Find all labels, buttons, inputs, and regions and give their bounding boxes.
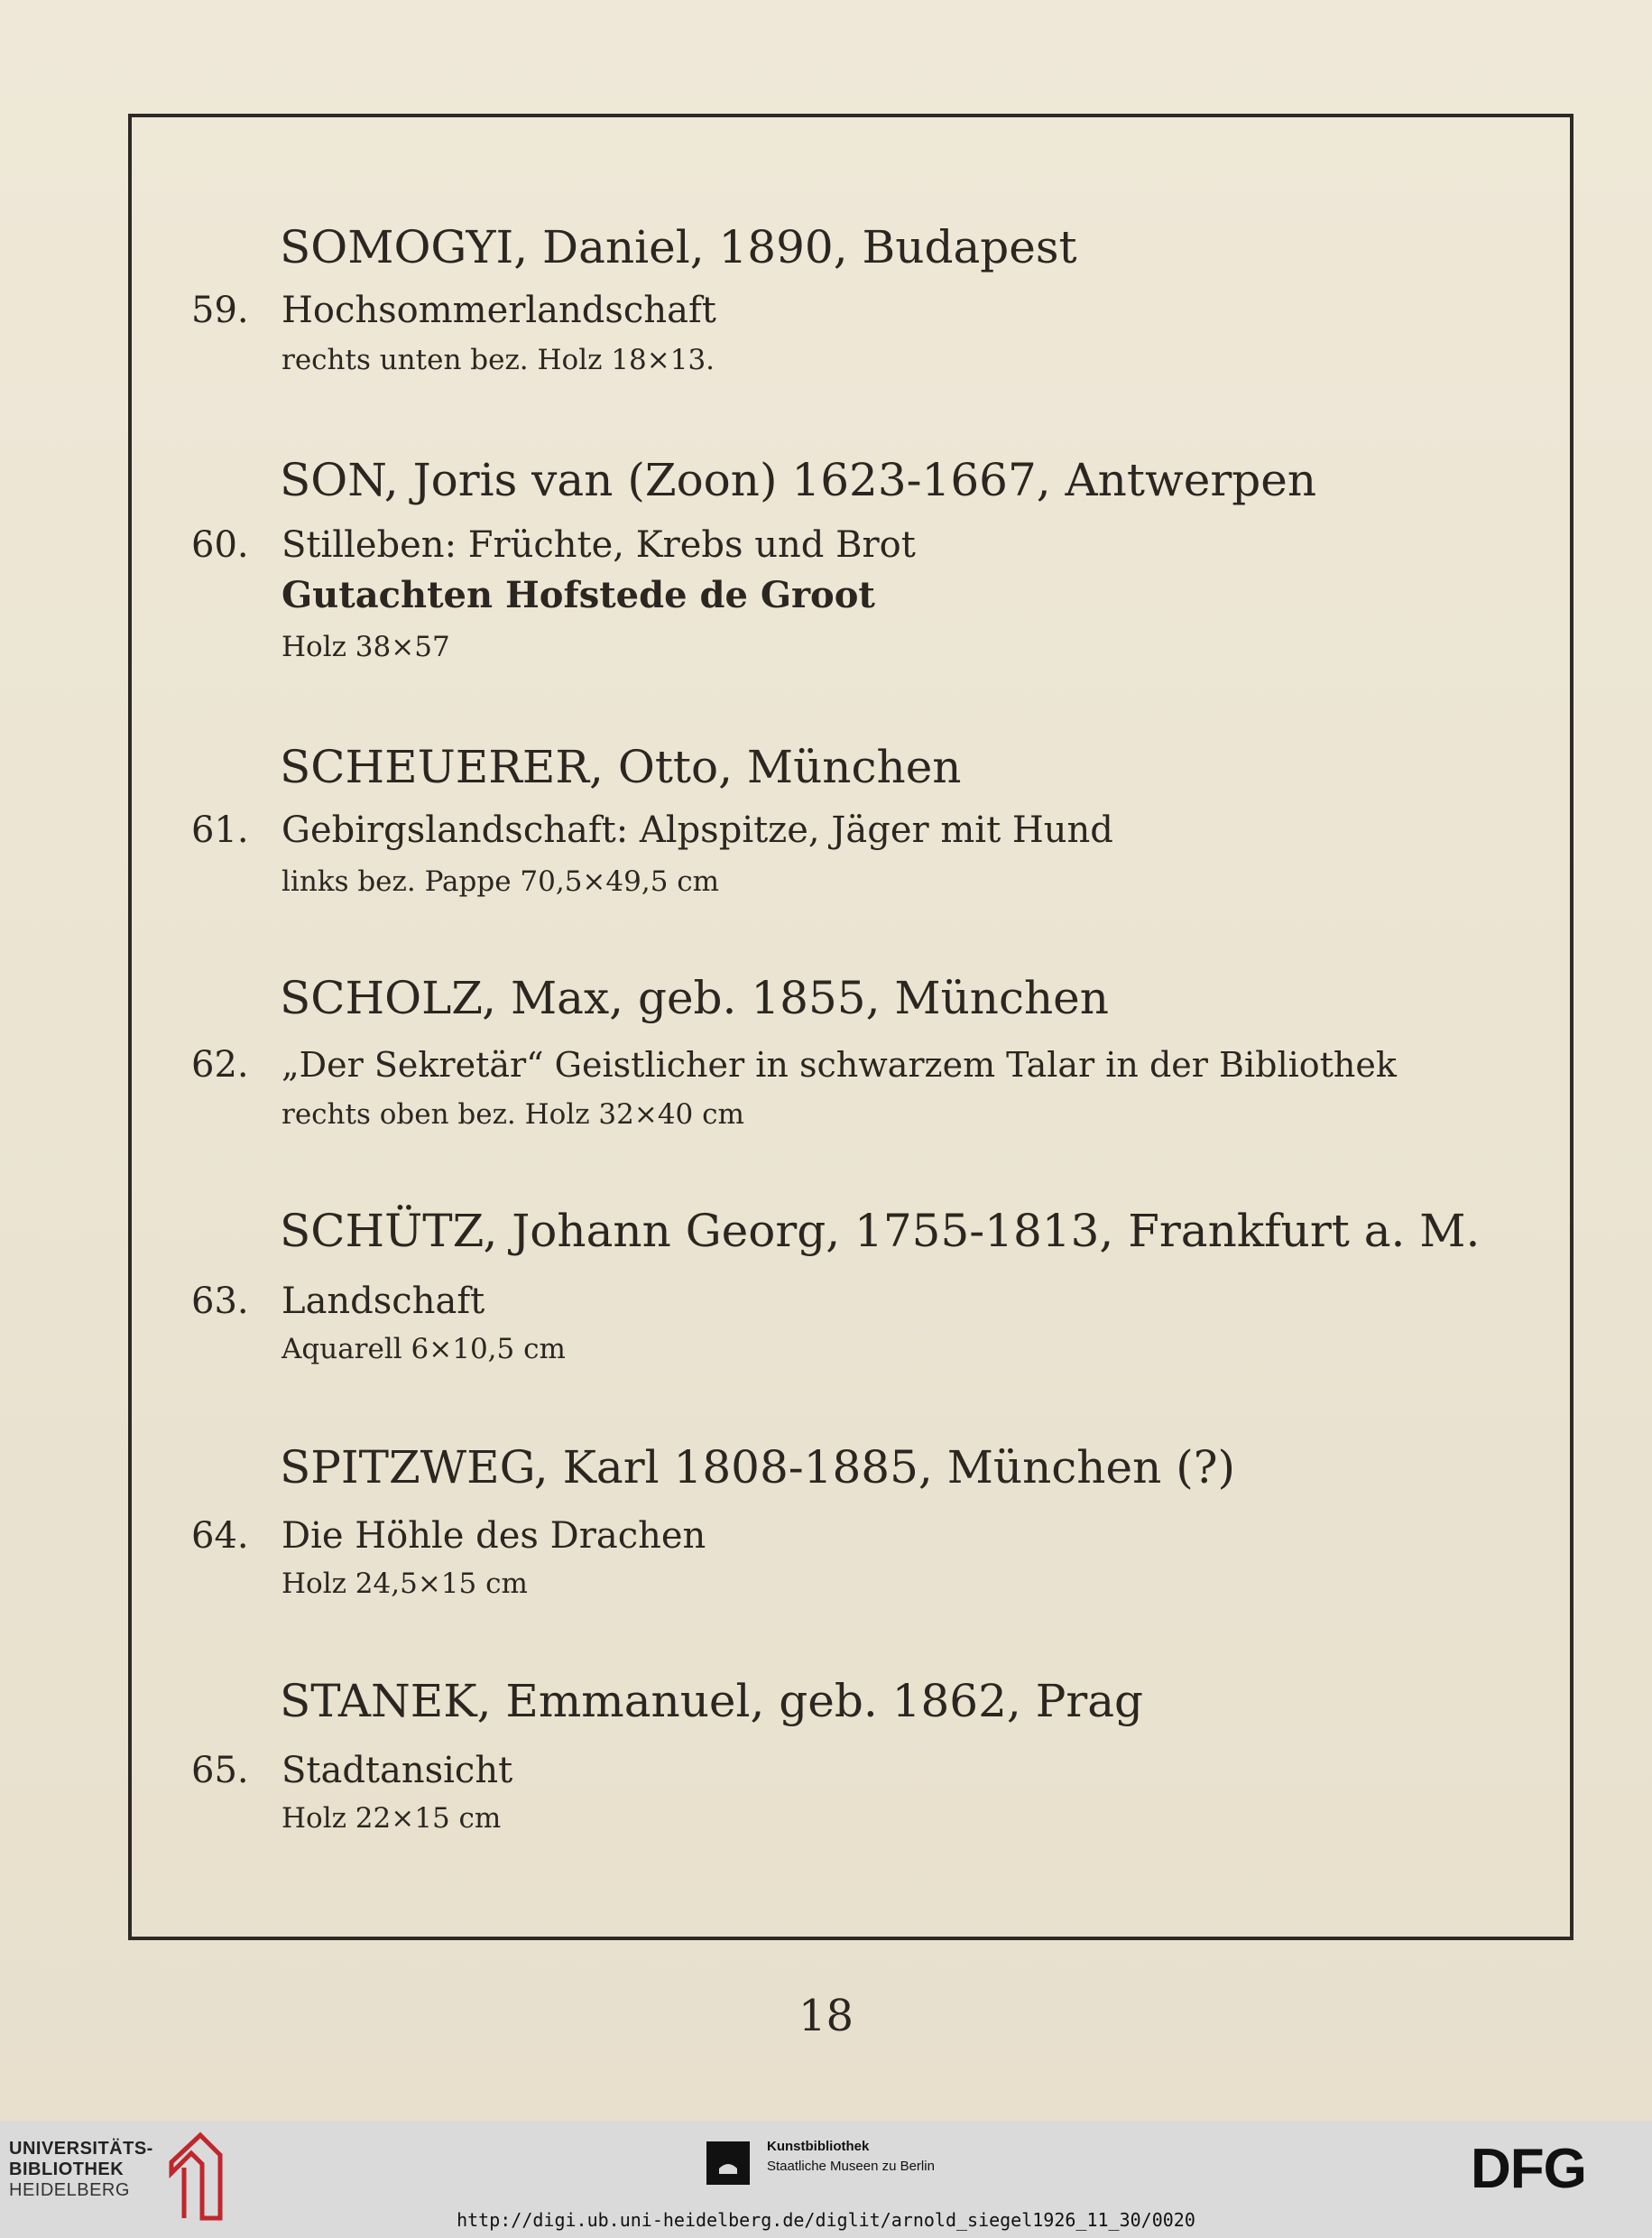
kb-title: Kunstbibliothek	[767, 2139, 870, 2154]
ub-logo-line: UNIVERSITÄTS-	[9, 2139, 153, 2159]
kunstbibliothek-label	[767, 2137, 935, 2177]
artwork-details: Holz 38×57	[281, 631, 450, 663]
artwork-details: Aquarell 6×10,5 cm	[281, 1333, 566, 1365]
artwork-title: Stadtansicht	[281, 1750, 513, 1791]
artwork-details: rechts unten bez. Holz 18×13.	[281, 344, 715, 376]
lot-number: 62.	[191, 1044, 249, 1086]
artwork-details: Holz 24,5×15 cm	[281, 1568, 528, 1600]
artwork-details: links bez. Pappe 70,5×49,5 cm	[281, 865, 720, 898]
lot-number: 64.	[191, 1515, 249, 1557]
lot-number: 61.	[191, 809, 249, 851]
artist-heading: SPITZWEG, Karl 1808-1885, München (?)	[280, 1441, 1236, 1494]
artwork-title: Gebirgslandschaft: Alpspitze, Jäger mit Hund	[281, 809, 1113, 851]
ub-logo-line: BIBLIOTHEK	[9, 2159, 125, 2179]
kunstbibliothek-logo-icon[interactable]	[706, 2141, 750, 2185]
ub-logo-line: HEIDELBERG	[9, 2180, 130, 2200]
permalink-url[interactable]: http://digi.ub.uni-heidelberg.de/diglit/arnold_siegel1926_11_30/0020	[457, 2209, 1195, 2231]
artist-heading: STANEK, Emmanuel, geb. 1862, Prag	[280, 1675, 1144, 1727]
page-number: 18	[798, 1991, 854, 2041]
artist-heading: SOMOGYI, Daniel, 1890, Budapest	[280, 221, 1077, 273]
kb-subtitle: Staatliche Museen zu Berlin	[767, 2159, 935, 2174]
lot-number: 60.	[191, 524, 249, 566]
artwork-title: Stilleben: Früchte, Krebs und Brot	[281, 524, 916, 566]
ub-heidelberg-logo[interactable]	[9, 2139, 153, 2201]
artist-heading: SCHOLZ, Max, geb. 1855, München	[280, 972, 1109, 1024]
lot-number: 65.	[191, 1750, 249, 1791]
dfg-logo[interactable]: DFG	[1471, 2138, 1586, 2200]
expertise-note: Gutachten Hofstede de Groot	[281, 574, 875, 616]
artist-heading: SCHEUERER, Otto, München	[280, 741, 962, 793]
artwork-title: Hochsommerlandschaft	[281, 290, 716, 331]
artwork-title: Landschaft	[281, 1281, 485, 1322]
lot-number: 63.	[191, 1281, 249, 1322]
lot-number: 59.	[191, 290, 249, 331]
ub-heidelberg-emblem-icon	[164, 2132, 227, 2222]
page-border-frame	[128, 114, 1574, 1940]
artwork-title: Die Höhle des Drachen	[281, 1515, 706, 1557]
artwork-details: rechts oben bez. Holz 32×40 cm	[281, 1098, 744, 1131]
artist-heading: SON, Joris van (Zoon) 1623-1667, Antwerpen	[280, 454, 1317, 506]
artwork-title: „Der Sekretär“ Geistlicher in schwarzem Talar in der Bibliothek	[281, 1045, 1397, 1085]
artist-heading: SCHÜTZ, Johann Georg, 1755-1813, Frankfurt a. M.	[280, 1205, 1481, 1257]
artwork-details: Holz 22×15 cm	[281, 1802, 502, 1835]
